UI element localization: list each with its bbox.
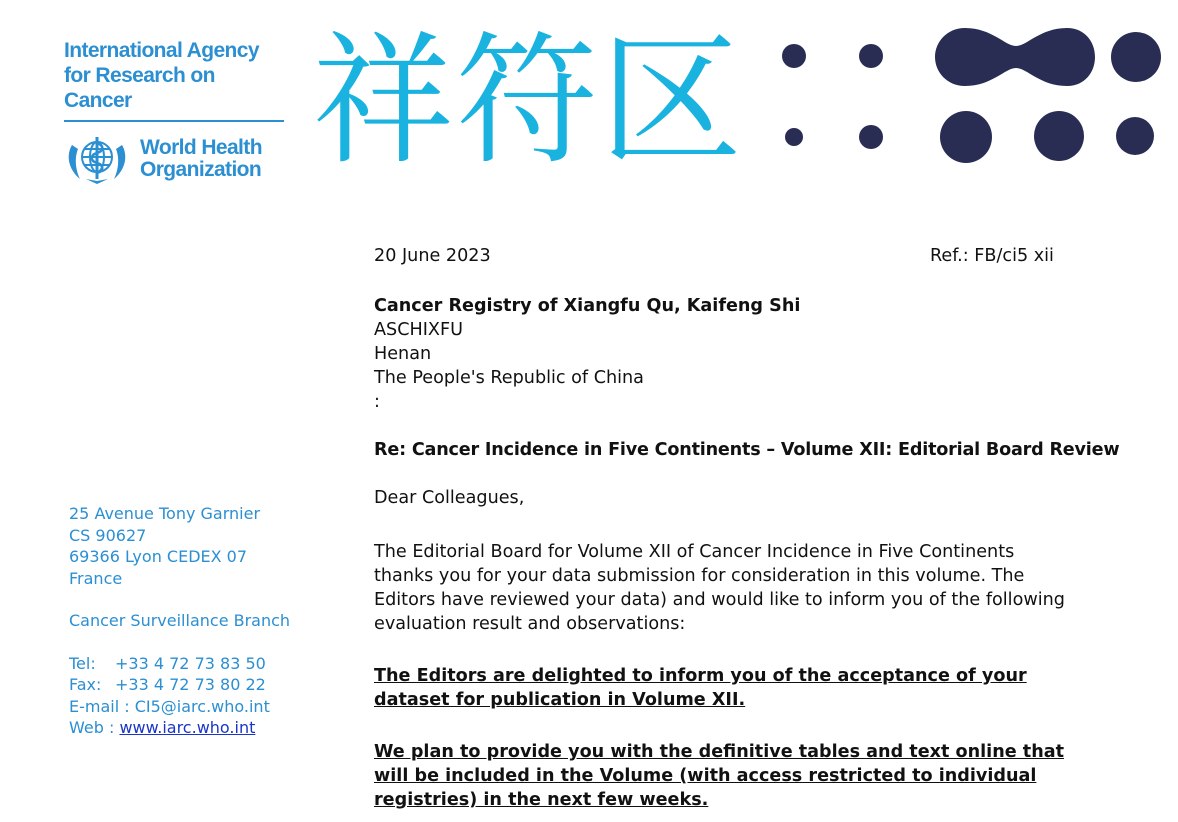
website-link[interactable]: www.iarc.who.int [119,718,256,737]
dot [940,111,992,163]
address-line: 69366 Lyon CEDEX 07 [69,547,248,566]
recipient-line: The People's Republic of China [374,368,644,388]
tables-paragraph: We plan to provide you with the definitive tables and text online that will be included in the Volume (with access restricted to individual registries) in the next few weeks. [374,742,1065,810]
address-line: France [69,568,123,588]
web-line [69,717,290,739]
who-emblem-icon [64,131,130,187]
who-name-line1: World Health [140,136,262,159]
letter-subject: Re: Cancer Incidence in Five Continents – Volume XII: Editorial Board Review [374,440,1120,460]
branch-name: Cancer Surveillance Branch [69,611,291,630]
decorative-dots-icon [770,20,1170,170]
tel-value: +33 4 72 73 83 50 [115,653,266,673]
iarc-name-line2: for Research on Cancer [64,64,215,112]
recipient-name: Cancer Registry of Xiangfu Qu, Kaifeng Shi [374,296,801,316]
fax-label: Fax: [69,675,102,694]
blob [935,28,1095,86]
dot [1116,117,1154,155]
dot [859,125,883,149]
registry-watermark-text: 祥符区 [312,19,744,184]
dot [1111,32,1161,82]
recipient-line: : [374,392,380,412]
salutation: Dear Colleagues, [374,488,525,508]
fax-value: +33 4 72 73 80 22 [115,675,266,694]
reference-number: Ref.: FB/ci5 xii [930,246,1054,266]
body-paragraph: The Editorial Board for Volume XII of Cancer Incidence in Five Continents thanks you for your data submission for consideration in this volume. The Editors have reviewed your data) and would like to inform you of the following evaluation result and observations: [374,542,1065,634]
who-logo [64,131,286,187]
web-label: Web : [69,718,120,737]
email-line: E-mail : CI5@iarc.who.int [69,696,270,716]
recipient-block [374,294,1074,414]
dot [785,128,803,146]
recipient-line: Henan [374,344,432,364]
fax-line [69,674,290,696]
tel-line [69,653,290,675]
dot [859,44,883,68]
acceptance-paragraph: The Editors are delighted to inform you of the acceptance of your dataset for publication in Volume XII. [374,666,1027,710]
iarc-logo [64,38,286,187]
tel-label: Tel: [69,653,96,673]
letter-date: 20 June 2023 [374,246,491,266]
dot [1034,111,1084,161]
date-row [374,244,1074,268]
who-name-line2: Organization [140,158,262,181]
contact-sidebar [69,503,290,739]
address-line: CS 90627 [69,525,147,545]
dot [782,44,806,68]
address-line: 25 Avenue Tony Garnier [69,504,261,523]
recipient-line: ASCHIXFU [374,320,463,340]
logo-divider [64,120,284,122]
letter-body [374,244,1120,812]
iarc-name-line1: International Agency [64,39,259,62]
